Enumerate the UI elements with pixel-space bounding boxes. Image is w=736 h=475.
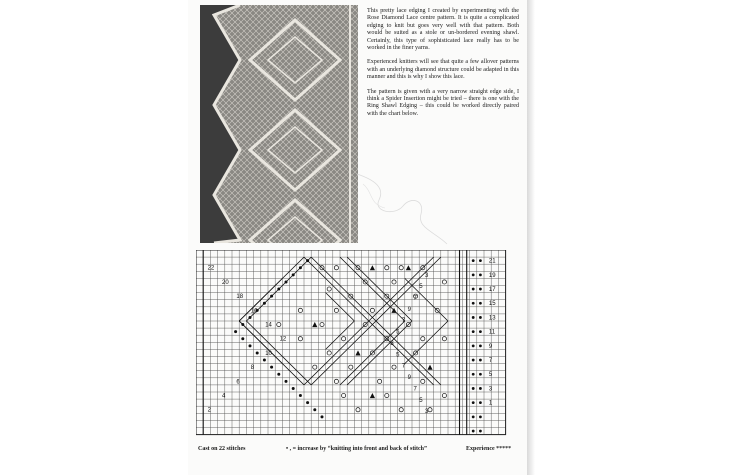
edge-dot: [479, 401, 482, 404]
edge-dot: [472, 387, 475, 390]
diagonal-stripe: [311, 257, 376, 321]
increase-dot: [285, 280, 288, 283]
row-label-left: 10: [265, 350, 272, 357]
diagonal-stripe: [340, 321, 405, 385]
yarn-over: [442, 393, 446, 397]
row-label-left: 18: [236, 294, 244, 301]
row-label-right: 7: [488, 358, 493, 364]
row-label-left: 2: [207, 407, 211, 414]
paragraph-3: The pattern is given with a very narrow straight edge side, I think a Spider Insertion might be tried – there is one with the Ring Shawl Edging – this could be worked directly paired with the chart below.: [367, 88, 519, 117]
inner-stitch-count: 7: [401, 318, 406, 325]
diagonal-stripe: [369, 257, 434, 321]
inner-stitch-count: 9: [407, 375, 412, 382]
edge-dot: [472, 316, 475, 319]
increase-dot: [285, 380, 288, 383]
yarn-over: [342, 393, 346, 397]
yarn-over: [392, 365, 396, 369]
edge-dot: [479, 344, 482, 347]
row-label-left: 22: [207, 265, 215, 272]
yarn-over: [399, 408, 403, 412]
lace-edging-photo: [200, 5, 358, 243]
row-label-right: 17: [488, 287, 496, 293]
edge-dot: [479, 330, 482, 333]
edge-dot: [472, 373, 475, 376]
diagonal-stripe: [369, 321, 434, 385]
row-label-right: 3: [488, 386, 493, 393]
row-label-right: 1: [488, 400, 493, 407]
edge-dot: [479, 387, 482, 390]
increase-dot: [321, 415, 324, 418]
row-label-left: 6: [236, 379, 240, 386]
decrease-triangle: [370, 393, 375, 398]
increase-dot: [270, 295, 273, 298]
edge-dot: [479, 415, 482, 418]
knitting-chart: [196, 250, 510, 440]
inner-stitch-count: 7: [413, 386, 417, 393]
page-edge-shadow: [527, 0, 535, 475]
edge-dot: [479, 430, 482, 433]
edge-dot: [479, 302, 482, 305]
inner-stitch-count: 5: [396, 329, 400, 336]
row-label-right: 13: [488, 315, 496, 322]
increase-dot: [299, 394, 302, 397]
row-label-right: 9: [488, 343, 493, 350]
experience-rating: Experience *****: [466, 446, 512, 452]
increase-dot: [299, 266, 302, 269]
edge-dot: [479, 359, 482, 362]
yarn-over: [392, 280, 396, 284]
edge-dot: [472, 401, 475, 404]
row-label-right: 21: [488, 258, 496, 265]
yarn-over: [385, 393, 389, 397]
edge-dot: [472, 430, 475, 433]
increase-dot: [249, 316, 252, 319]
decrease-triangle: [406, 265, 411, 270]
inner-stitch-count: 5: [419, 397, 423, 404]
edge-dot: [472, 288, 475, 291]
yarn-over: [327, 287, 331, 291]
yarn-over: [442, 280, 446, 284]
increase-dot: [234, 330, 237, 333]
yarn-over: [421, 337, 425, 341]
row-label-right: 19: [488, 272, 496, 279]
inner-stitch-count: 3: [390, 340, 394, 347]
increase-dot: [263, 302, 266, 305]
inner-stitch-count: 5: [419, 284, 423, 291]
decrease-triangle: [370, 265, 375, 270]
yarn-over: [442, 337, 446, 341]
inner-stitch-count: 7: [401, 363, 406, 370]
increase-dot: [270, 366, 273, 369]
edge-dot: [472, 259, 475, 262]
yarn-over: [370, 308, 374, 312]
row-label-left: 12: [279, 336, 287, 343]
yarn-over: [334, 379, 338, 383]
increase-note: • , = increase by “knitting into front and back of stitch”: [286, 446, 427, 452]
edge-dot: [479, 259, 482, 262]
edge-dot: [472, 330, 475, 333]
paragraph-2: Experienced knitters will see that quite a few allover patterns with an underlying diamond structure could be adapted in this manner and this is why I show this lace.: [367, 59, 519, 81]
inner-stitch-count: 7: [413, 295, 417, 302]
yarn-over: [298, 337, 302, 341]
increase-dot: [292, 273, 295, 276]
yarn-over: [349, 365, 353, 369]
paragraph-1: This pretty lace edging I created by experimenting with the Rose Diamond Lace centre pattern. It is quite a complicated edging to knit but goes very well with that pattern. Both would be suited as a stole or un-bordered evening shawl. Certainly, this type of sophisticated lace really has to be worked in the finer yarns.: [367, 8, 519, 52]
row-label-left: 14: [265, 322, 272, 329]
edge-dot: [472, 273, 475, 276]
edge-dot: [479, 273, 482, 276]
edge-dot: [472, 415, 475, 418]
diagonal-stripe: [304, 257, 369, 321]
edge-dot: [472, 302, 475, 305]
increase-dot: [277, 373, 280, 376]
lace-illustration: [200, 5, 358, 243]
diagonal-stripe: [311, 321, 376, 385]
yarn-over: [378, 379, 382, 383]
edge-dot: [479, 316, 482, 319]
edge-dot: [472, 359, 475, 362]
inner-stitch-count: 5: [396, 352, 400, 359]
inner-stitch-count: 3: [424, 409, 429, 416]
edge-dot: [479, 373, 482, 376]
edge-dot: [472, 344, 475, 347]
yarn-over: [313, 365, 317, 369]
loose-yarn-strand: [355, 170, 455, 250]
decrease-triangle: [427, 365, 432, 370]
edge-dot: [479, 288, 482, 291]
row-label-left: 16: [250, 308, 258, 315]
increase-dot: [306, 401, 309, 404]
row-label-right: 11: [488, 329, 496, 336]
inner-stitch-count: 3: [424, 272, 429, 279]
increase-dot: [249, 344, 252, 347]
row-label-left: 20: [222, 279, 229, 286]
yarn-over: [385, 266, 389, 270]
decrease-triangle: [355, 350, 360, 355]
increase-dot: [277, 288, 280, 291]
yarn-over: [277, 322, 281, 326]
increase-dot: [263, 359, 266, 362]
yarn-over: [428, 408, 432, 412]
increase-dot: [313, 408, 316, 411]
increase-dot: [306, 259, 309, 262]
decrease-triangle: [312, 322, 317, 327]
yarn-over: [356, 408, 360, 412]
increase-dot: [256, 351, 259, 354]
diagonal-stripe: [347, 257, 412, 321]
yarn-over: [298, 308, 302, 312]
increase-dot: [292, 387, 295, 390]
row-label-left: 8: [250, 365, 255, 372]
yarn-over: [342, 337, 346, 341]
yarn-over: [327, 351, 331, 355]
yarn-over: [421, 379, 425, 383]
yarn-over: [334, 266, 338, 270]
row-label-left: 4: [222, 393, 226, 400]
cast-on-caption: Cast on 22 stitches: [198, 446, 246, 452]
yarn-over: [334, 308, 338, 312]
yarn-over: [320, 322, 324, 326]
increase-dot: [241, 323, 244, 326]
yarn-over: [399, 266, 403, 270]
inner-stitch-count: 9: [407, 306, 412, 313]
pattern-description: [367, 8, 519, 125]
increase-dot: [241, 337, 244, 340]
row-label-right: 5: [488, 372, 493, 379]
row-label-right: 15: [488, 301, 496, 308]
